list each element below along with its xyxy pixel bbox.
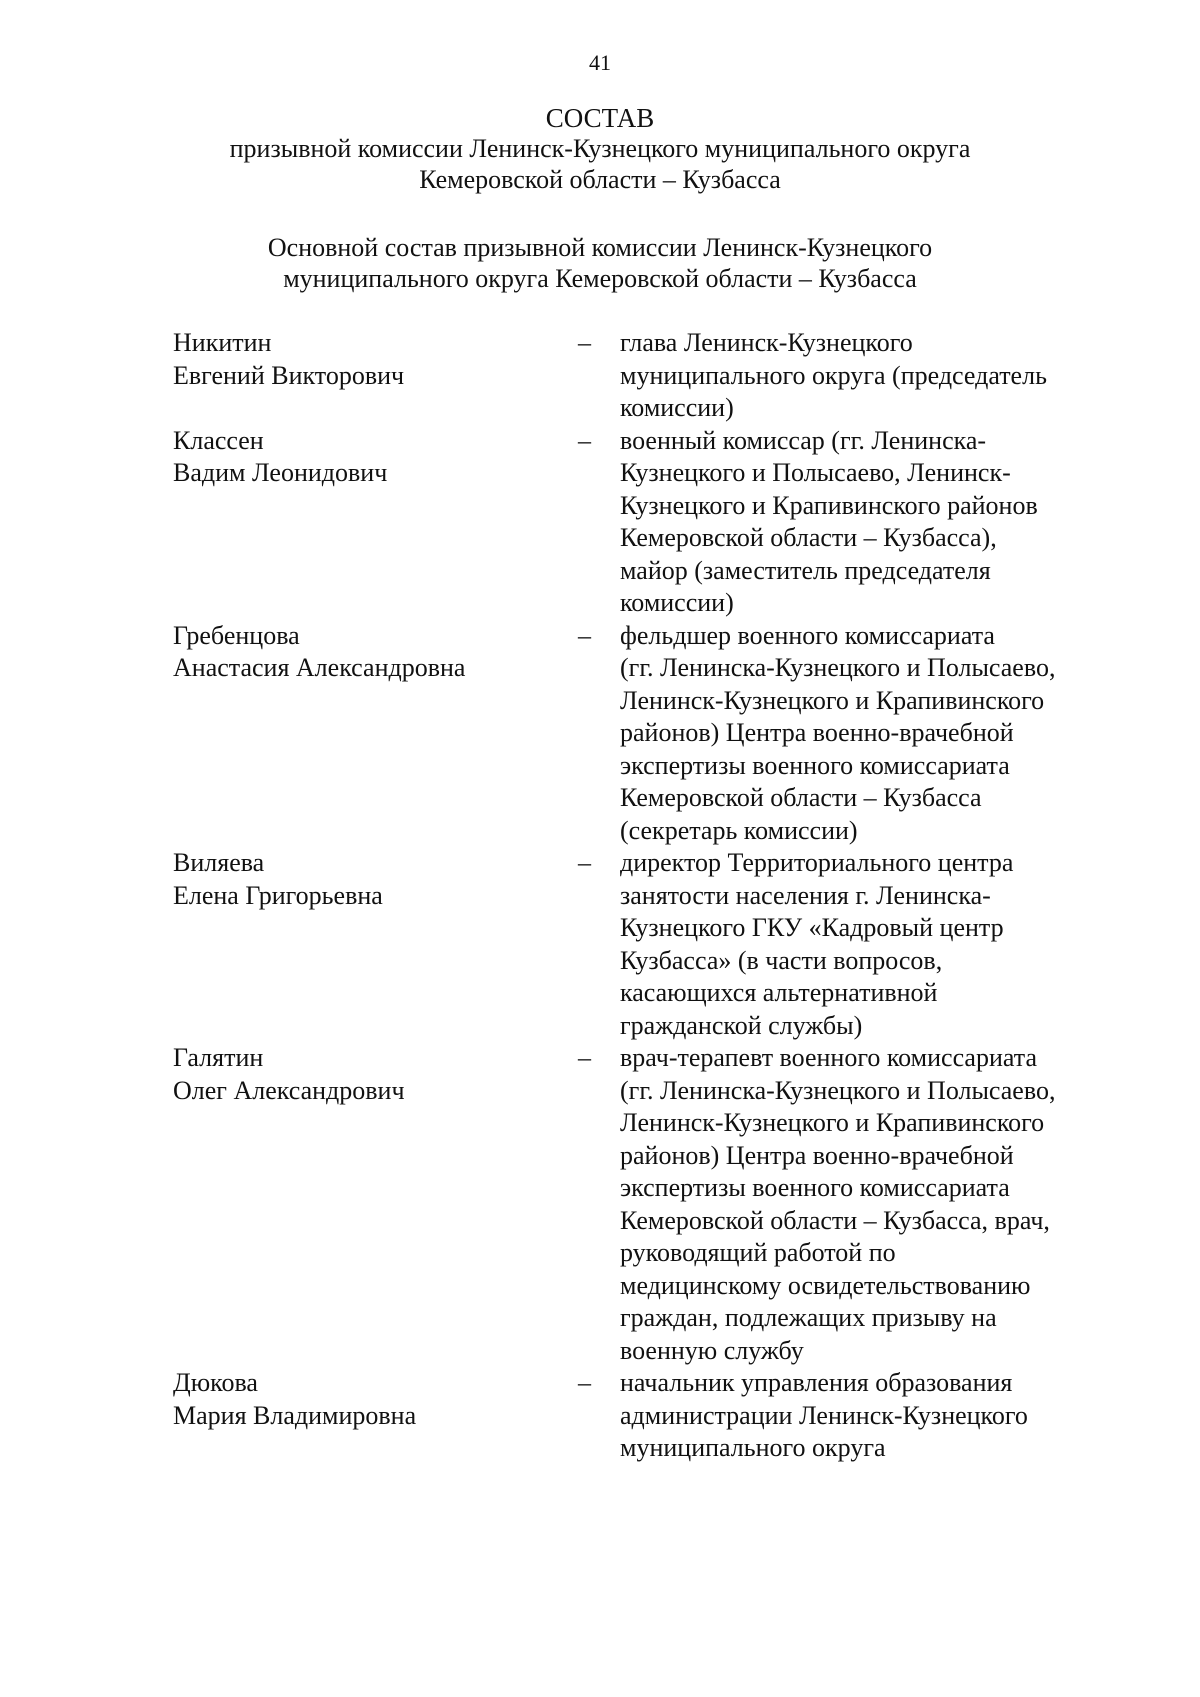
member-role-line: гражданской службы) xyxy=(620,1010,863,1040)
member-role-line: (секретарь комиссии) xyxy=(620,815,858,845)
members-list xyxy=(173,327,1113,1465)
member-role-line: экспертизы военного комиссариата xyxy=(620,1173,1010,1202)
member-role-line: военную службу xyxy=(620,1335,804,1365)
section-title xyxy=(0,232,1200,294)
member-role-line: Кемеровской области – Кузбасса, врач, xyxy=(620,1205,1050,1235)
section-title-line: Основной состав призывной комиссии Ленинск-Кузнецкого xyxy=(267,233,933,262)
member-role-line: военный комиссар (гг. Ленинска- xyxy=(620,425,987,455)
document-subtitle xyxy=(0,133,1200,195)
member-role-line: Кемеровской области – Кузбасса xyxy=(620,783,982,812)
member-surname: Дюкова xyxy=(173,1368,258,1397)
member-entry xyxy=(173,1042,1113,1367)
member-name xyxy=(173,1367,578,1465)
subtitle-line: Кемеровской области – Кузбасса xyxy=(419,165,781,194)
section-title-line: муниципального округа Кемеровской области – Кузбасса xyxy=(283,264,917,293)
member-role xyxy=(620,620,1110,848)
member-given-names: Елена Григорьевна xyxy=(173,880,383,910)
member-role-line: медицинскому освидетельствованию xyxy=(620,1270,1031,1300)
member-role-line: Кузнецкого и Крапивинского районов xyxy=(620,490,1038,520)
member-role-line: экспертизы военного комиссариата xyxy=(620,750,1010,780)
member-role-line: врач-терапевт военного комиссариата xyxy=(620,1043,1037,1072)
member-role-line: администрации Ленинск-Кузнецкого xyxy=(620,1400,1028,1430)
member-role xyxy=(620,847,1110,1042)
member-entry xyxy=(173,620,1113,848)
member-name xyxy=(173,327,578,425)
member-role-line: директор Территориального центра xyxy=(620,848,1014,877)
member-name xyxy=(173,620,578,848)
member-given-names: Анастасия Александровна xyxy=(173,653,466,682)
member-role-line: касающихся альтернативной xyxy=(620,978,938,1007)
member-name xyxy=(173,847,578,1042)
member-role-line: районов) Центра военно-врачебной xyxy=(620,1140,1014,1170)
page-number: 41 xyxy=(589,50,611,75)
member-role-line: (гг. Ленинска-Кузнецкого и Полысаево, xyxy=(620,653,1056,682)
member-role-line: занятости населения г. Ленинска- xyxy=(620,880,991,910)
member-entry xyxy=(173,847,1113,1042)
subtitle-line: призывной комиссии Ленинск-Кузнецкого муниципального округа xyxy=(229,134,971,163)
member-surname: Галятин xyxy=(173,1043,264,1072)
member-dash: – xyxy=(578,1043,591,1072)
member-surname: Виляева xyxy=(173,848,265,877)
member-name xyxy=(173,425,578,620)
member-role xyxy=(620,1042,1110,1367)
member-role-line: руководящий работой по xyxy=(620,1238,896,1267)
member-role-line: муниципального округа (председатель xyxy=(620,360,1047,390)
member-entry xyxy=(173,1367,1113,1465)
member-dash: – xyxy=(578,328,591,357)
member-given-names: Олег Александрович xyxy=(173,1075,405,1105)
member-role-line: комиссии) xyxy=(620,393,734,422)
member-given-names: Мария Владимировна xyxy=(173,1400,417,1430)
member-role xyxy=(620,1367,1110,1465)
member-dash: – xyxy=(578,848,591,877)
member-role xyxy=(620,327,1110,425)
member-role-line: Кузбасса» (в части вопросов, xyxy=(620,945,943,975)
member-dash: – xyxy=(578,1368,591,1397)
member-dash: – xyxy=(578,425,591,455)
member-surname: Гребенцова xyxy=(173,620,300,650)
member-role-line: (гг. Ленинска-Кузнецкого и Полысаево, xyxy=(620,1075,1056,1105)
member-surname: Классен xyxy=(173,425,264,455)
member-role-line: Кузнецкого ГКУ «Кадровый центр xyxy=(620,913,1004,942)
member-surname: Никитин xyxy=(173,328,272,357)
member-role-line: Ленинск-Кузнецкого и Крапивинского xyxy=(620,685,1045,715)
member-name xyxy=(173,1042,578,1367)
member-role xyxy=(620,425,1110,620)
member-role-line: муниципального округа xyxy=(620,1433,886,1462)
member-dash: – xyxy=(578,620,591,650)
member-given-names: Евгений Викторович xyxy=(173,360,405,390)
member-role-line: Кемеровской области – Кузбасса), xyxy=(620,523,997,552)
member-role-line: комиссии) xyxy=(620,588,734,617)
member-role-line: майор (заместитель председателя xyxy=(620,555,991,585)
member-entry xyxy=(173,425,1113,620)
member-entry xyxy=(173,327,1113,425)
document-title: СОСТАВ xyxy=(545,103,655,133)
member-role-line: районов) Центра военно-врачебной xyxy=(620,718,1014,747)
member-given-names: Вадим Леонидович xyxy=(173,458,388,487)
member-role-line: начальник управления образования xyxy=(620,1368,1013,1397)
member-role-line: фельдшер военного комиссариата xyxy=(620,620,995,650)
member-role-line: глава Ленинск-Кузнецкого xyxy=(620,328,913,357)
member-role-line: Ленинск-Кузнецкого и Крапивинского xyxy=(620,1108,1045,1137)
member-role-line: граждан, подлежащих призыву на xyxy=(620,1303,997,1332)
member-role-line: Кузнецкого и Полысаево, Ленинск- xyxy=(620,458,1011,487)
